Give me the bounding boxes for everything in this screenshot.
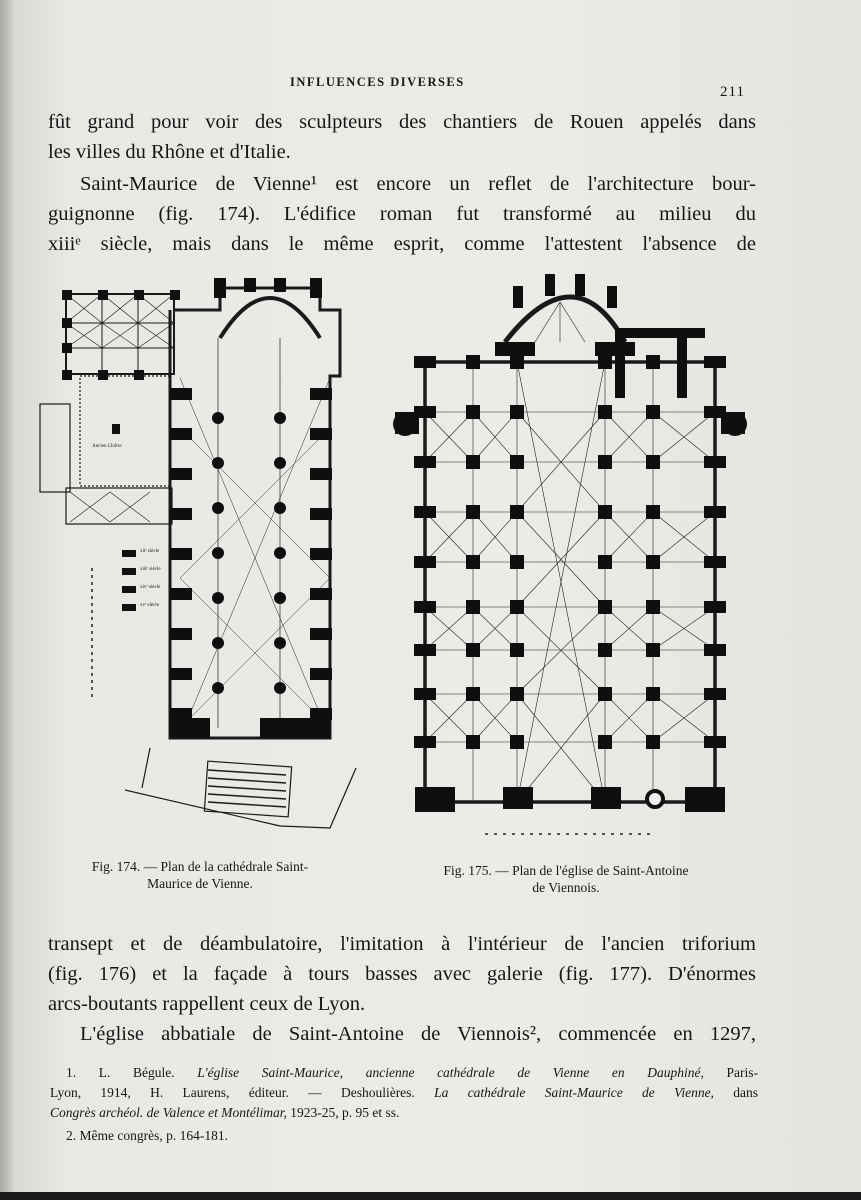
pier-mark [704, 601, 726, 613]
fig174-floor-plan [30, 278, 370, 848]
footnote-title: La cathédrale Saint-Maurice de Vienne, [434, 1085, 714, 1100]
pier-mark [598, 555, 612, 569]
pier-mark [510, 687, 524, 701]
fig175-caption-line: Fig. 175. — Plan de l'église de Saint-Antoine [443, 863, 689, 878]
pier-mark [646, 643, 660, 657]
footnote-title: L'église Saint-Maurice, ancienne cathédrale de Vienne en Dauphiné, [197, 1065, 704, 1080]
pier-mark [646, 355, 660, 369]
pier-mark [414, 688, 436, 700]
page-gutter-edge [0, 0, 14, 1200]
pier-mark [598, 643, 612, 657]
fig175-floor-plan [385, 272, 757, 842]
pier-mark [704, 356, 726, 368]
pier-mark [646, 455, 660, 469]
pier-mark [510, 355, 524, 369]
pier-mark [598, 405, 612, 419]
pier-mark [598, 600, 612, 614]
pier-mark [414, 736, 436, 748]
body-line: (fig. 176) et la façade à tours basses avec galerie (fig. 177). D'énormes [48, 963, 756, 985]
footnote-1-line [50, 1104, 520, 1122]
body-line: arcs-boutants rappellent ceux de Lyon. [48, 993, 366, 1015]
footnote-text: Lyon, 1914, H. Laurens, éditeur. — Deshoulières. [50, 1085, 415, 1100]
pier-mark [510, 505, 524, 519]
pier-mark [510, 643, 524, 657]
pier-mark [646, 405, 660, 419]
pier-mark [466, 643, 480, 657]
pier-mark [704, 456, 726, 468]
body-line: L'église abbatiale de Saint-Antoine de Viennois², commencée en 1297, [80, 1023, 756, 1045]
pier-mark [510, 555, 524, 569]
pier-mark [466, 405, 480, 419]
pier-mark [704, 506, 726, 518]
pier-mark [704, 406, 726, 418]
pier-mark [646, 600, 660, 614]
pier-mark [510, 735, 524, 749]
footnote-2: 2. Même congrès, p. 164-181. [66, 1128, 228, 1143]
body-line: les villes du Rhône et d'Italie. [48, 141, 291, 163]
page-number: 211 [720, 84, 745, 100]
pier-mark [598, 687, 612, 701]
footnote-title: Congrès archéol. de Valence et Montélimar, [50, 1105, 287, 1120]
fig174-legend-label: xiiᵉ siècle [140, 549, 160, 554]
fig175-caption [392, 862, 740, 896]
pier-mark [704, 688, 726, 700]
pier-mark [414, 556, 436, 568]
pier-mark [414, 456, 436, 468]
pier-mark [646, 505, 660, 519]
pier-mark [466, 600, 480, 614]
pier-mark [598, 355, 612, 369]
fig174-legend-label: xivᵉ siècle [140, 585, 161, 590]
fig174-cloister-label: Ancien Cloître [92, 444, 122, 449]
pier-mark [598, 735, 612, 749]
footnote-1-line [50, 1084, 758, 1102]
pier-mark [646, 687, 660, 701]
body-line: Saint-Maurice de Vienne¹ est encore un reflet de l'architecture bour- [80, 173, 756, 195]
pier-mark [704, 556, 726, 568]
pier-mark [510, 405, 524, 419]
pier-mark [704, 644, 726, 656]
pier-mark [414, 506, 436, 518]
pier-mark [414, 601, 436, 613]
body-line: guignonne (fig. 174). L'édifice roman fut transformé au milieu du [48, 203, 756, 225]
footnote-text: dans [733, 1085, 758, 1100]
pier-mark [466, 735, 480, 749]
pier-mark [466, 505, 480, 519]
pier-mark [466, 687, 480, 701]
fig175-caption-line: de Viennois. [532, 880, 600, 895]
body-line: transept et de déambulatoire, l'imitation à l'intérieur de l'ancien triforium [48, 933, 756, 955]
pier-mark [414, 356, 436, 368]
pier-mark [598, 505, 612, 519]
fig174-legend-label: xiiiᵉ siècle [140, 567, 161, 572]
footnote-text: 1923-25, p. 95 et ss. [290, 1105, 400, 1120]
pier-mark [466, 355, 480, 369]
footnote-text: Paris- [726, 1065, 758, 1080]
fig174-caption [30, 858, 370, 892]
body-line: xiiiᵉ siècle, mais dans le même esprit, comme l'attestent l'absence de [48, 233, 756, 255]
pier-mark [414, 644, 436, 656]
fig174-caption-line: Maurice de Vienne. [147, 876, 253, 891]
pier-mark [414, 406, 436, 418]
running-header: INFLUENCES DIVERSES [290, 75, 465, 89]
pier-mark [510, 600, 524, 614]
pier-mark [646, 555, 660, 569]
fig174-legend-label: xvᵉ siècle [140, 603, 159, 608]
footnote-1-line [50, 1064, 758, 1082]
pier-mark [466, 555, 480, 569]
page-bottom-edge [0, 1192, 861, 1200]
pier-mark [466, 455, 480, 469]
pier-mark [510, 455, 524, 469]
body-line: fût grand pour voir des sculpteurs des chantiers de Rouen appelés dans [48, 111, 756, 133]
pier-mark [598, 455, 612, 469]
pier-mark [646, 735, 660, 749]
fig174-caption-line: Fig. 174. — Plan de la cathédrale Saint- [91, 859, 309, 874]
footnote-text: 1. L. Bégule. [66, 1065, 175, 1080]
pier-mark [704, 736, 726, 748]
